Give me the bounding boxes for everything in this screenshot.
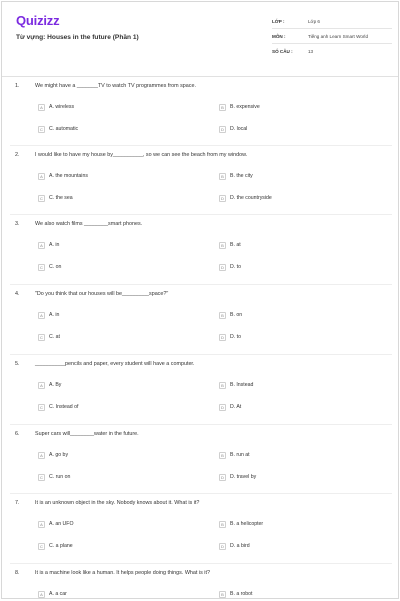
answer-option-b[interactable] bbox=[219, 171, 253, 181]
meta-value: Lớp 6 bbox=[308, 18, 320, 24]
question-divider bbox=[10, 563, 392, 564]
worksheet-header bbox=[2, 2, 398, 77]
option-text: B. Instead bbox=[230, 382, 254, 388]
option-letter-box[interactable]: A bbox=[38, 521, 45, 528]
option-letter-box[interactable]: B bbox=[219, 452, 226, 459]
meta-row-count bbox=[272, 44, 392, 58]
question-text: Super cars will________water in the future. bbox=[35, 431, 139, 437]
option-letter-box[interactable]: D bbox=[219, 126, 226, 133]
answer-option-d[interactable] bbox=[219, 262, 241, 272]
answer-option-a[interactable] bbox=[38, 240, 59, 250]
answer-option-a[interactable] bbox=[38, 171, 88, 181]
worksheet-meta bbox=[272, 14, 392, 58]
meta-row-subject bbox=[272, 29, 392, 44]
question-text: We might have a _______TV to watch TV programmes from space. bbox=[35, 83, 196, 89]
question-text: It is a machine look like a human. It helps people doing things. What is it? bbox=[35, 570, 210, 576]
option-letter-box[interactable]: C bbox=[38, 264, 45, 271]
answer-option-b[interactable] bbox=[219, 380, 253, 390]
question-text: "Do you think that our houses will be_________space?" bbox=[35, 291, 169, 297]
answer-option-b[interactable] bbox=[219, 519, 263, 529]
option-text: D. the countryside bbox=[230, 195, 272, 201]
option-text: A. a car bbox=[49, 591, 67, 597]
answer-option-b[interactable] bbox=[219, 240, 241, 250]
option-text: B. run at bbox=[230, 452, 250, 458]
answer-option-a[interactable] bbox=[38, 310, 59, 320]
option-letter-box[interactable]: B bbox=[219, 173, 226, 180]
question-number: 4. bbox=[15, 291, 20, 297]
answer-option-b[interactable] bbox=[219, 102, 260, 112]
answer-option-a[interactable] bbox=[38, 450, 68, 460]
option-letter-box[interactable]: B bbox=[219, 382, 226, 389]
option-text: B. the city bbox=[230, 173, 253, 179]
option-letter-box[interactable]: C bbox=[38, 334, 45, 341]
answer-option-a[interactable] bbox=[38, 380, 61, 390]
meta-key: LỚP : bbox=[272, 18, 285, 24]
answer-option-b[interactable] bbox=[219, 310, 242, 320]
answer-option-c[interactable] bbox=[38, 402, 78, 412]
question-divider bbox=[10, 284, 392, 285]
question-divider bbox=[10, 214, 392, 215]
option-letter-box[interactable]: C bbox=[38, 404, 45, 411]
worksheet-title: Từ vựng: Houses in the future (Phần 1) bbox=[16, 34, 139, 41]
answer-option-d[interactable] bbox=[219, 193, 272, 203]
answer-option-c[interactable] bbox=[38, 332, 60, 342]
option-text: C. a plane bbox=[49, 543, 73, 549]
answer-option-c[interactable] bbox=[38, 541, 73, 551]
option-text: C. Instead of bbox=[49, 404, 79, 410]
option-letter-box[interactable]: B bbox=[219, 242, 226, 249]
option-text: C. the sea bbox=[49, 195, 73, 201]
option-letter-box[interactable]: C bbox=[38, 543, 45, 550]
option-text: C. on bbox=[49, 264, 62, 270]
question-divider bbox=[10, 493, 392, 494]
meta-value: Tiếng anh Learn Smart World bbox=[308, 33, 369, 39]
question-text: __________pencils and paper, every student will have a computer. bbox=[35, 361, 195, 367]
option-letter-box[interactable]: B bbox=[219, 521, 226, 528]
question-divider bbox=[10, 424, 392, 425]
option-text: A. in bbox=[49, 312, 60, 318]
question-number: 6. bbox=[15, 431, 20, 437]
meta-key: SỐ CÂU : bbox=[272, 48, 293, 54]
answer-option-c[interactable] bbox=[38, 193, 73, 203]
option-text: B. a robot bbox=[230, 591, 253, 597]
option-text: C. automatic bbox=[49, 126, 79, 132]
option-text: D. local bbox=[230, 126, 248, 132]
question-number: 8. bbox=[15, 570, 20, 576]
answer-option-a[interactable] bbox=[38, 589, 67, 599]
question-number: 5. bbox=[15, 361, 20, 367]
question-text: I would like to have my house by__________, so we can see the beach from my window. bbox=[35, 152, 248, 158]
answer-option-d[interactable] bbox=[219, 402, 241, 412]
answer-option-d[interactable] bbox=[219, 124, 247, 134]
answer-option-c[interactable] bbox=[38, 472, 70, 482]
option-letter-box[interactable]: D bbox=[219, 195, 226, 202]
option-text: A. an UFO bbox=[49, 521, 74, 527]
option-text: D. to bbox=[230, 334, 241, 340]
answer-option-d[interactable] bbox=[219, 332, 241, 342]
option-text: A. in bbox=[49, 242, 60, 248]
option-text: D. a bird bbox=[230, 543, 250, 549]
option-text: D. At bbox=[230, 404, 242, 410]
option-text: B. expensive bbox=[230, 104, 260, 110]
worksheet bbox=[1, 1, 399, 599]
option-letter-box[interactable]: B bbox=[219, 591, 226, 598]
answer-option-b[interactable] bbox=[219, 589, 253, 599]
question-number: 7. bbox=[15, 500, 20, 506]
option-letter-box[interactable]: C bbox=[38, 474, 45, 481]
option-text: C. run on bbox=[49, 474, 71, 480]
question-number: 1. bbox=[15, 83, 20, 89]
option-letter-box[interactable]: A bbox=[38, 312, 45, 319]
option-text: B. at bbox=[230, 242, 241, 248]
option-text: A. the mountains bbox=[49, 173, 88, 179]
option-letter-box[interactable]: D bbox=[219, 404, 226, 411]
option-letter-box[interactable]: A bbox=[38, 452, 45, 459]
option-letter-box[interactable]: B bbox=[219, 104, 226, 111]
answer-option-b[interactable] bbox=[219, 450, 250, 460]
option-letter-box[interactable]: D bbox=[219, 474, 226, 481]
answer-option-d[interactable] bbox=[219, 541, 250, 551]
meta-key: MÔN : bbox=[272, 33, 286, 39]
question-text: We also watch films ________smart phones. bbox=[35, 221, 143, 227]
question-number: 3. bbox=[15, 221, 20, 227]
option-letter-box[interactable]: C bbox=[38, 195, 45, 202]
answer-option-a[interactable] bbox=[38, 519, 74, 529]
option-letter-box[interactable]: A bbox=[38, 173, 45, 180]
option-text: D. to bbox=[230, 264, 241, 270]
option-text: C. at bbox=[49, 334, 60, 340]
option-text: A. By bbox=[49, 382, 62, 388]
option-text: B. a helicopter bbox=[230, 521, 264, 527]
question-divider bbox=[10, 145, 392, 146]
option-letter-box[interactable]: A bbox=[38, 591, 45, 598]
option-letter-box[interactable]: A bbox=[38, 382, 45, 389]
option-text: D. travel by bbox=[230, 474, 257, 480]
answer-option-c[interactable] bbox=[38, 124, 78, 134]
brand-logo: Quizizz bbox=[16, 13, 60, 28]
meta-row-grade bbox=[272, 14, 392, 29]
option-letter-box[interactable]: B bbox=[219, 312, 226, 319]
option-text: A. wireless bbox=[49, 104, 75, 110]
question-text: It is an unknown object in the sky. Nobody knows about it. What is it? bbox=[35, 500, 200, 506]
option-letter-box[interactable]: A bbox=[38, 104, 45, 111]
option-text: B. on bbox=[230, 312, 243, 318]
option-letter-box[interactable]: D bbox=[219, 334, 226, 341]
answer-option-a[interactable] bbox=[38, 102, 74, 112]
meta-value: 13 bbox=[308, 48, 314, 54]
question-number: 2. bbox=[15, 152, 20, 158]
option-letter-box[interactable]: D bbox=[219, 264, 226, 271]
question-divider bbox=[10, 354, 392, 355]
option-letter-box[interactable]: D bbox=[219, 543, 226, 550]
answer-option-d[interactable] bbox=[219, 472, 256, 482]
answer-option-c[interactable] bbox=[38, 262, 61, 272]
option-text: A. go by bbox=[49, 452, 69, 458]
option-letter-box[interactable]: A bbox=[38, 242, 45, 249]
option-letter-box[interactable]: C bbox=[38, 126, 45, 133]
